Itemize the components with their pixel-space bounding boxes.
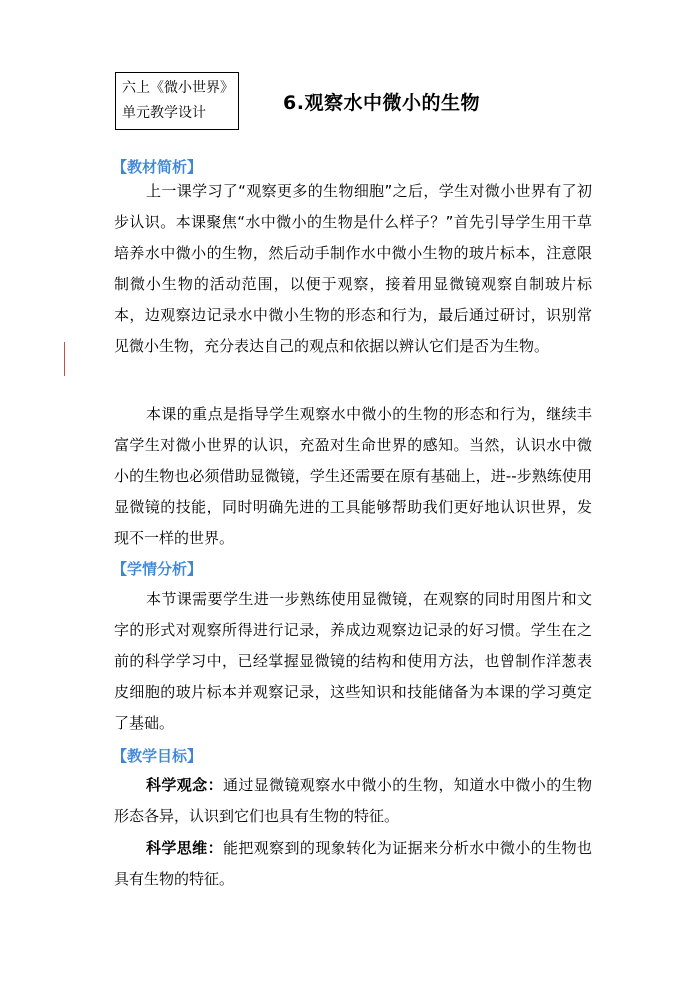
unit-name: 六上《微小世界》: [122, 80, 234, 96]
goal-thinking-label: 科学思维：: [146, 839, 223, 857]
goal-science-thinking: [114, 833, 592, 895]
heading-textbook-analysis: 【教材简析】: [112, 158, 203, 176]
heading-teaching-goals: 【教学目标】: [112, 747, 203, 765]
heading-student-analysis: 【学情分析】: [112, 560, 203, 578]
unit-label-box: [115, 72, 239, 130]
lesson-title: 6.观察水中微小的生物: [283, 92, 480, 114]
goal-science-concept: [114, 770, 592, 832]
goal-concept-text: 通过显微镜观察水中微小的生物，知道水中微小的生物形态各异，认识到它们也具有生物的特征。: [114, 776, 592, 825]
textbook-paragraph-2: 本课的重点是指导学生观察水中微小的生物的形态和行为，继续丰富学生对微小世界的认识，充盈对生命世界的感知。当然，认识水中微小的生物也必须借助显微镜，学生还需要在原有基础上，进--步熟练使用显微镜的技能，同时明确先进的工具能够帮助我们更好地认识世界，发现不一样的世界。: [114, 405, 592, 547]
margin-mark: [64, 342, 65, 376]
goal-concept-label: 科学观念：: [146, 776, 223, 794]
textbook-paragraph-1: 上一课学习了“观察更多的生物细胞”之后，学生对微小世界有了初步认识。本课聚焦“水中微小的生物是什么样子？”首先引导学生用干草培养水中微小的生物，然后动手制作水中微小生物的玻片标本，注意限制微小生物的活动范围，以便于观察，接着用显微镜观察自制玻片标本，边观察边记录水中微小生物的形态和行为，最后通过研讨，识别常见微小生物，充分表达自己的观点和依据以辨认它们是否为生物。: [114, 182, 592, 355]
goal-thinking-text: 能把观察到的现象转化为证据来分析水中微小的生物也具有生物的特征。: [114, 839, 592, 888]
unit-design-label: 单元教学设计: [122, 105, 206, 121]
student-paragraph: 本节课需要学生进一步熟练使用显微镜，在观察的同时用图片和文字的形式对观察所得进行记录，养成边观察边记录的好习惯。学生在之前的科学学习中，已经掌握显微镜的结构和使用方法，也曾制作洋葱表皮细胞的玻片标本并观察记录，这些知识和技能储备为本课的学习奠定了基础。: [114, 590, 592, 732]
